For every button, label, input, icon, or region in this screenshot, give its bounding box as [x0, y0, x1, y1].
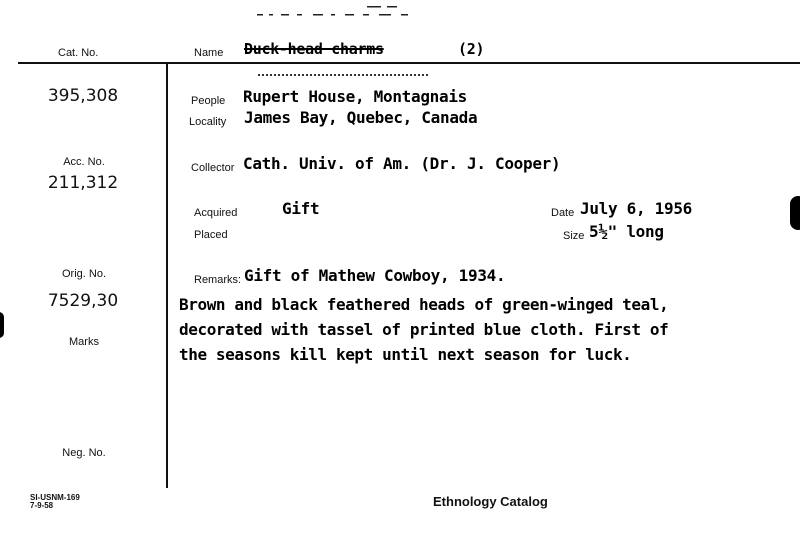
remarks-line: the seasons kill kept until next season for luck.	[179, 345, 632, 364]
catalog-title: Ethnology Catalog	[433, 494, 548, 509]
form-code-date: 7-9-58	[30, 501, 54, 510]
date-value: July 6, 1956	[580, 199, 692, 218]
cat-no-value: 395,308	[47, 86, 119, 106]
header-rule	[18, 62, 800, 64]
orig-no-label: Orig. No.	[61, 268, 106, 280]
name-value-struck: Duck-head charms	[244, 40, 384, 58]
punch-hole	[0, 312, 4, 338]
collector-label: Collector	[191, 162, 235, 174]
punch-hole	[790, 196, 800, 230]
remarks-line: decorated with tassel of printed blue cloth. First of	[179, 320, 669, 339]
scan-noise	[258, 74, 428, 78]
remarks-body	[179, 292, 668, 367]
name-label: Name	[194, 47, 224, 59]
marks-label: Marks	[69, 336, 99, 348]
size-value: 5½" long	[589, 222, 664, 241]
remarks-label: Remarks:	[194, 274, 242, 286]
people-value: Rupert House, Montagnais	[243, 87, 467, 106]
placed-label: Placed	[194, 229, 228, 241]
remarks-first-line: Gift of Mathew Cowboy, 1934.	[244, 266, 506, 285]
collector-value: Cath. Univ. of Am. (Dr. J. Cooper)	[243, 154, 561, 173]
acc-no-label: Acc. No.	[63, 156, 105, 168]
remarks-line: Brown and black feathered heads of green-winged teal,	[179, 295, 669, 314]
neg-no-label: Neg. No.	[62, 447, 106, 459]
people-label: People	[191, 95, 226, 107]
acquired-value: Gift	[282, 199, 320, 218]
scan-noise	[255, 4, 425, 18]
form-code	[30, 494, 80, 510]
name-count: (2)	[458, 40, 485, 58]
orig-no-value: 7529,30	[47, 291, 119, 311]
form-code-number: SI-USNM-169	[30, 493, 80, 502]
locality-label: Locality	[189, 116, 227, 128]
acquired-label: Acquired	[194, 207, 238, 219]
column-divider	[166, 62, 168, 488]
acc-no-value: 211,312	[47, 173, 119, 193]
size-label: Size	[563, 230, 585, 242]
locality-value: James Bay, Quebec, Canada	[244, 108, 478, 127]
date-label: Date	[551, 207, 575, 219]
cat-no-label: Cat. No.	[58, 47, 99, 59]
